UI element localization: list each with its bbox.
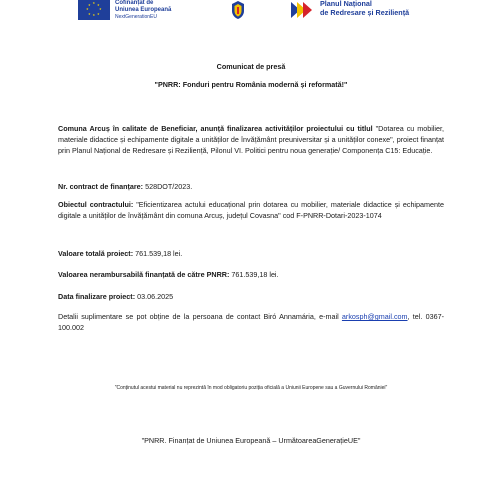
contact-phone: , tel. 0367-100.002	[58, 312, 445, 332]
objective-label: Obiectul contractului:	[58, 200, 134, 209]
end-date-line	[58, 291, 444, 302]
intro-lead: Comuna Arcuș în calitate de Beneficiar, anunță finalizarea activităților proiectului cu titlul	[58, 124, 373, 133]
pnrr-logo	[291, 0, 409, 20]
press-release-title: "PNRR: Fonduri pentru România modernă și reformată!"	[154, 80, 348, 89]
document-type-label: Comunicat de presă	[216, 62, 286, 71]
contract-number-value: 528DOT/2023.	[143, 182, 193, 191]
contact-email-link[interactable]: arkosph@gmail.com	[341, 312, 408, 321]
total-value-label: Valoare totală proiect:	[58, 249, 134, 258]
eu-cofunding-logo	[78, 0, 171, 20]
non-reimbursable-label: Valoarea nerambursabilă finanțată de către PNRR:	[58, 270, 230, 279]
contract-number-line	[58, 181, 444, 192]
eu-flag-icon: ★ ★ ★ ★ ★ ★ ★ ★	[78, 0, 110, 20]
end-date-label: Data finalizare proiect:	[58, 292, 136, 301]
logo-header	[0, 0, 500, 22]
contact-paragraph	[58, 311, 444, 333]
funding-footer: "PNRR. Finanțat de Uniunea Europeană – UrmătoareaGenerațieUE"	[141, 436, 361, 445]
intro-text: "Dotarea cu mobilier, materiale didactice și echipamente digitale a unităților de învățământ preuniversitar și a unităților conexe", proiect finanțat prin Planul Național de Redresare și Reziliență, Pilonul VI. Politici pentru noua generație/ Componența C15: Educație.	[58, 124, 445, 155]
contract-number-label: Nr. contract de finanțare:	[58, 182, 144, 191]
intro-paragraph	[58, 123, 444, 156]
romanian-government-emblem-icon	[228, 0, 248, 20]
eu-logo-line2: Uniunea Europeană	[115, 7, 172, 13]
eu-logo-line1: Cofinanțat de	[115, 0, 154, 6]
pnrr-arrow-icon	[291, 0, 313, 20]
contact-text: Detalii suplimentare se pot obține de la persoana de contact Biró Annamária, e-mail	[58, 312, 342, 321]
total-value-line	[58, 248, 444, 259]
eu-logo-line3: NextGenerationEU	[115, 14, 157, 20]
disclaimer-note: "Conținutul acestui material nu reprezintă în mod obligatoriu poziția oficială a Uniunii Europene sau a Guvernului României"	[114, 385, 388, 391]
non-reimbursable-amount: 761.539,18 lei.	[229, 270, 279, 279]
non-reimbursable-value-line	[58, 269, 444, 280]
objective-text: "Eficientizarea actului educațional prin dotarea cu mobilier, materiale didactice și echipamente digitale a unităților de învățământ din comuna Arcuș, județul Covasna" cod F-PNRR-Dotari-2023-1074	[58, 200, 445, 220]
objective-paragraph	[58, 199, 444, 221]
end-date-value: 03.06.2025	[135, 292, 174, 301]
pnrr-logo-line2: de Redresare și Reziliență	[320, 7, 410, 17]
pnrr-logo-line1: Planul Național	[320, 0, 372, 8]
total-value-amount: 761.539,18 lei.	[133, 249, 183, 258]
